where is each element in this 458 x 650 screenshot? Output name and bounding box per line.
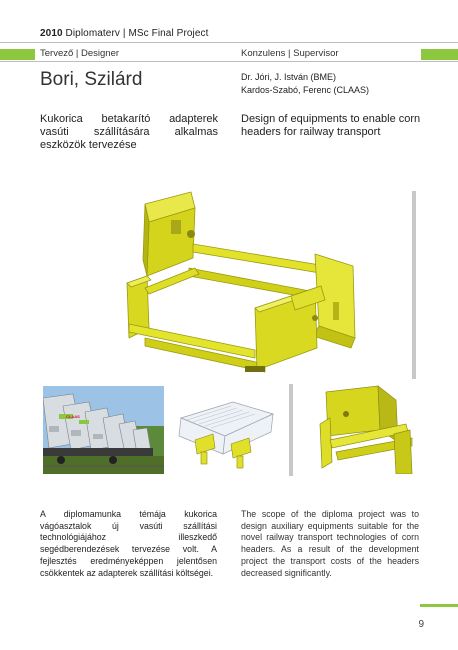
supervisor-label: Konzulens | Supervisor: [241, 48, 339, 59]
photo-cad-model: [173, 396, 281, 474]
abstract-english: The scope of the diploma project was to design auxiliary equipments suitable for the novel railway transport technologies of corn headers. As a result of the development project the transport costs of the headers decreased significantly.: [241, 509, 419, 578]
header-text: Diplomaterv | MSc Final Project: [62, 28, 209, 39]
main-render: [105, 188, 365, 383]
vertical-rule: [412, 191, 416, 379]
left-accent-bar: [0, 49, 35, 60]
designer-label: Tervező | Designer: [40, 48, 120, 59]
photo-separator: [289, 384, 293, 476]
photo-rail-transport: [43, 386, 164, 474]
photo-tag-text: CLAAS: [66, 414, 80, 419]
title-english: Design of equipments to enable corn headers for railway transport: [241, 113, 421, 138]
photo-frame-detail: [316, 384, 413, 474]
label-rule: [0, 61, 458, 62]
supervisor-1: Dr. Jóri, J. István (BME): [241, 72, 337, 82]
footer-accent-bar: [420, 604, 458, 607]
page-number: 9: [418, 619, 424, 630]
page-header: [40, 28, 209, 39]
header-rule: [0, 42, 458, 43]
abstract-hungarian: A diplomamunka témája kukorica vágóasztalok új vasúti szállítási technológiájához illeszkedő segédberendezések tervezése volt. A fejlesztés eredményeképpen jelentősen csökkentek az adapterek szállítási költségei.: [40, 509, 217, 578]
right-accent-bar: [421, 49, 458, 60]
supervisor-list: [241, 71, 369, 97]
header-year: 2010: [40, 28, 63, 39]
supervisor-2: Kardos-Szabó, Ferenc (CLAAS): [241, 85, 370, 95]
title-hungarian: Kukorica betakarító adapterek vasúti szállítására alkalmas eszközök tervezése: [40, 113, 218, 151]
designer-name: Bori, Szilárd: [40, 69, 143, 90]
